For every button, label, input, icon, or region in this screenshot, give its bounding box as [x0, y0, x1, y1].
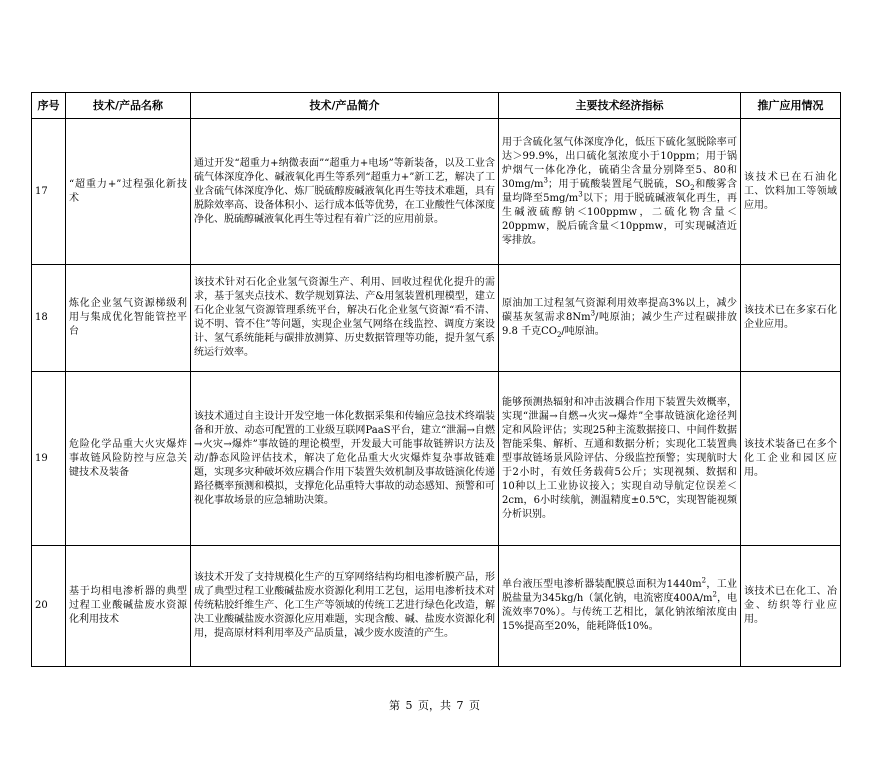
row-indicators: 能够预测热辐射和冲击波耦合作用下装置失效概率，实现“泄漏→自燃→火灾→爆炸”全事故链演化途径判定和风险评估；实现25种主流数据接口、中间件数据智能采集、解析、互通和数据分析；实现化工装置典型事故链场景风险评估、分级监控预警；实现航时大于2小时，有效任务载荷5公斤；实现视频、数据和10种以上工业协议接入；实现自动导航定位误差＜2cm，6小时续航，测温精度±0.5℃，实现智能视频分析识别。: [499, 372, 741, 546]
row-intro: 该技术开发了支持规模化生产的互穿网络结构均相电渗析膜产品，形成了典型过程工业酸碱盐废水资源化利用工艺包，运用电渗析技术对传统粘胶纤维生产、化工生产等领域的传统工艺进行绿色化改造，解决工业酸碱盐废水资源化应用难题，实现含酸、碱、盐废水资源化利用，提高原材料利用率及产品质量，减少废水废渣的产生。: [191, 546, 499, 667]
footer-mid: 页，共: [418, 699, 451, 712]
footer-suffix: 页: [469, 699, 480, 712]
row-name: 危险化学品重大火灾爆炸事故链风险防控与应急关键技术及装备: [66, 372, 191, 546]
table-row: [32, 372, 841, 546]
row-promotion: 该技术已在多家石化企业应用。: [741, 265, 841, 372]
header-promotion: 推广应用情况: [741, 93, 841, 119]
row-intro: 通过开发“超重力+纳微表面”“超重力+电场”等新装备，以及工业含硫气体深度净化、碱液氧化再生等系列“超重力+”新工艺，解决了工业含硫气体深度净化、炼厂脱硫醇废碱液氧化再生等技术难题，具有脱除效率高、设备体积小、运行成本低等优势，在工业酸性气体深度净化、脱硫醇碱液氧化再生等过程有着广泛的应用前景。: [191, 119, 499, 265]
row-no: 17: [32, 119, 66, 265]
row-indicators: 单台液压型电渗析器装配膜总面积为$1440m^2$，工业脱盐量为345kg/h（氯化钠，电流密度$400A/m^2$，电流效率70%）。与传统工艺相比，氯化钠浓缩浓度由15%提高至20%，能耗降低10%。: [499, 546, 741, 667]
row-promotion: 该技术已在化工、冶金、纺织等行业应用。: [741, 546, 841, 667]
row-no: 18: [32, 265, 66, 372]
row-promotion: 该技术已在石油化工、饮料加工等领域应用。: [741, 119, 841, 265]
row-no: 19: [32, 372, 66, 546]
header-no: 序号: [32, 93, 66, 119]
footer-total-pages: 7: [456, 699, 464, 712]
header-name: 技术/产品名称: [66, 93, 191, 119]
row-name: 基于均相电渗析器的典型过程工业酸碱盐废水资源化利用技术: [66, 546, 191, 667]
page-footer: [0, 697, 869, 713]
row-intro: 该技术通过自主设计开发空地一体化数据采集和传输应急技术终端装备和开放、动态可配置的工业级互联网PaaS平台，建立“泄漏→自燃→火灾→爆炸”事故链的理论模型，开发最大可能事故链辨识方法及动/静态风险评估技术，解决了危化品重大火灾爆炸复杂事故链难题，实现多灾种破坏效应耦合作用下装置失效机制及事故链演化传递路径概率预测和模拟，支撑危化品重特大事故的动态感知、预警和可视化事故场景的应急辅助决策。: [191, 372, 499, 546]
technology-table: [31, 92, 841, 667]
row-name: 炼化企业氢气资源梯级利用与集成优化智能管控平台: [66, 265, 191, 372]
footer-page-number: 5: [405, 699, 413, 712]
table-row: [32, 265, 841, 372]
table-row: [32, 546, 841, 667]
footer-prefix: 第: [389, 699, 400, 712]
header-intro: 技术/产品简介: [191, 93, 499, 119]
table-header-row: [32, 93, 841, 119]
row-name: “超重力+”过程强化新技术: [66, 119, 191, 265]
table-row: [32, 119, 841, 265]
row-indicators: 原油加工过程氢气资源利用效率提高3%以上，减少碳基灰氢需求8Nm$^3$/吨原油；减少生产过程碳排放9.8 千克$CO_2/$吨原油。: [499, 265, 741, 372]
header-indicators: 主要技术经济指标: [499, 93, 741, 119]
row-intro: 该技术针对石化企业氢气资源生产、利用、回收过程优化提升的需求，基于氢夹点技术、数学规划算法、产&用氢装置机理模型，建立石化企业氢气资源管理系统平台，解决石化企业氢气资源“看不清、说不明、管不住”等问题，实现企业氢气网络在线监控、调度方案设计、氢气系统能耗与碳排放测算、历史数据管理等功能，提升氢气系统运行效率。: [191, 265, 499, 372]
row-promotion: 该技术装备已在多个化工企业和园区应用。: [741, 372, 841, 546]
row-indicators: 用于含硫化氢气体深度净化，低压下硫化氢脱除率可达＞99.9%，出口硫化氢浓度小于10ppm；用于锅炉烟气一体化净化，硫硝尘含量分别降至5、80和$30mg/m^3$；用于硫酸装置尾气脱硫，$SO_2$和酸雾含量均降至$5mg/m^3$以下；用于脱硫碱液氧化再生，再生碱液硫醇钠＜100ppmw，二硫化物含量＜20ppmw，脱后硫含量＜10ppmw，可实现碱渣近零排放。: [499, 119, 741, 265]
row-no: 20: [32, 546, 66, 667]
